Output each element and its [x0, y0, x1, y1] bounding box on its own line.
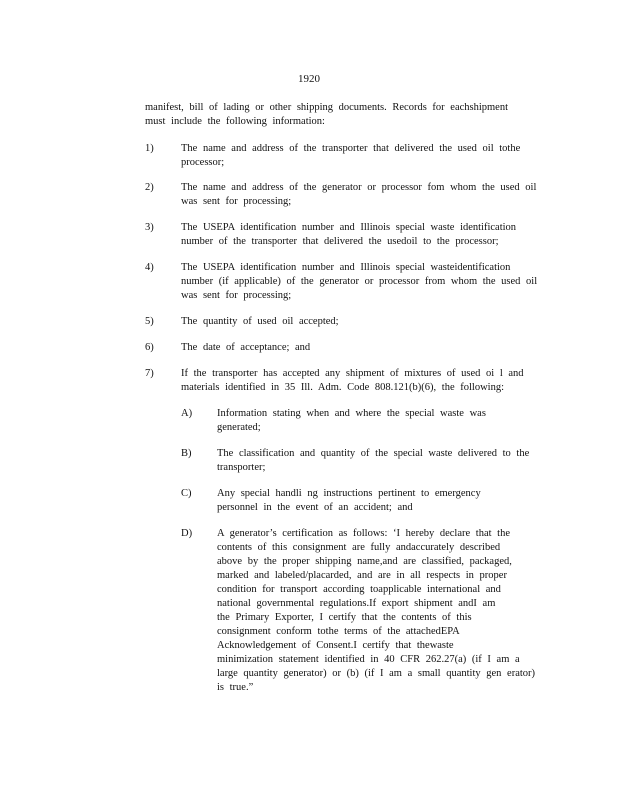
item-text	[181, 142, 553, 170]
item-line: The name and address of the transporter that delivered the used oil tothe	[181, 143, 521, 154]
intro-paragraph	[145, 101, 535, 129]
item-number: 5)	[145, 316, 154, 327]
sub-item-line: generated;	[217, 422, 261, 433]
sub-item-line: large quantity generator) or (b) (if I am a small quantity gen erator)	[217, 668, 536, 679]
item-number: 4)	[145, 262, 154, 273]
sub-item-line: Any special handli ng instructions pertinent to emergency	[217, 488, 481, 499]
item-line: If the transporter has accepted any shipment of mixtures of used oi l and	[181, 368, 524, 379]
sub-item-line: Acknowledgement of Consent.I certify that thewaste	[217, 640, 454, 651]
sub-item-line: contents of this consignment are fully andaccurately described	[217, 542, 501, 553]
sub-item-line: personnel in the event of an accident; and	[217, 502, 413, 513]
item-text	[181, 341, 553, 355]
item-text	[181, 181, 553, 209]
item-number: 2)	[145, 182, 154, 193]
item-text	[181, 367, 553, 395]
sub-item-line: the Primary Exporter, I certify that the contents of this	[217, 612, 472, 623]
item-line: The date of acceptance; and	[181, 342, 311, 353]
sub-item-line: The classification and quantity of the special waste delivered to the	[217, 448, 530, 459]
item-text	[181, 261, 553, 303]
item-line: materials identified in 35 Ill. Adm. Code 808.121(b)(6), the following:	[181, 382, 504, 393]
item-line: The name and address of the generator or processor fom whom the used oil	[181, 182, 537, 193]
item-line: The USEPA identification number and Illinois special wasteidentification	[181, 262, 511, 273]
sub-item-line: national governmental regulations.If export shipment andI am	[217, 598, 496, 609]
sub-item-text	[217, 407, 547, 435]
sub-item-letter: B)	[181, 448, 192, 459]
item-number: 7)	[145, 368, 154, 379]
sub-item-text	[217, 487, 547, 515]
item-line: number of the transporter that delivered the usedoil to the processor;	[181, 236, 499, 247]
sub-item-line: condition for transport according toapplicable international and	[217, 584, 501, 595]
item-line: number (if applicable) of the generator or processor from whom the used oil	[181, 276, 538, 287]
sub-item-letter: D)	[181, 528, 193, 539]
item-number: 3)	[145, 222, 154, 233]
item-line: The USEPA identification number and Illinois special waste identification	[181, 222, 517, 233]
sub-item-line: marked and labeled/placarded, and are in all respects in proper	[217, 570, 507, 581]
sub-item-letter: A)	[181, 408, 193, 419]
item-text	[181, 221, 553, 249]
item-line: was sent for processing;	[181, 290, 292, 301]
sub-item-line: transporter;	[217, 462, 266, 473]
sub-item-line: Information stating when and where the special waste was	[217, 408, 486, 419]
sub-item-text	[217, 447, 547, 475]
sub-item-letter: C)	[181, 488, 192, 499]
item-line: processor;	[181, 157, 225, 168]
sub-item-line: above by the proper shipping name,and are classified, packaged,	[217, 556, 512, 567]
page-number: 1920	[298, 73, 320, 85]
item-line: The quantity of used oil accepted;	[181, 316, 339, 327]
sub-item-line: minimization statement identified in 40 CFR 262.27(a) (if I am a	[217, 654, 520, 665]
sub-item-line: is true.”	[217, 682, 254, 693]
sub-item-line: A generator’s certification as follows: ‘I hereby declare that the	[217, 528, 510, 539]
item-number: 1)	[145, 143, 154, 154]
sub-item-line: consignment conform tothe terms of the attachedEPA	[217, 626, 460, 637]
sub-item-text	[217, 527, 547, 695]
item-line: was sent for processing;	[181, 196, 292, 207]
intro-line: manifest, bill of lading or other shipping documents. Records for eachshipment	[145, 102, 509, 113]
intro-line: must include the following information:	[145, 116, 325, 127]
item-number: 6)	[145, 342, 154, 353]
item-text	[181, 315, 553, 329]
